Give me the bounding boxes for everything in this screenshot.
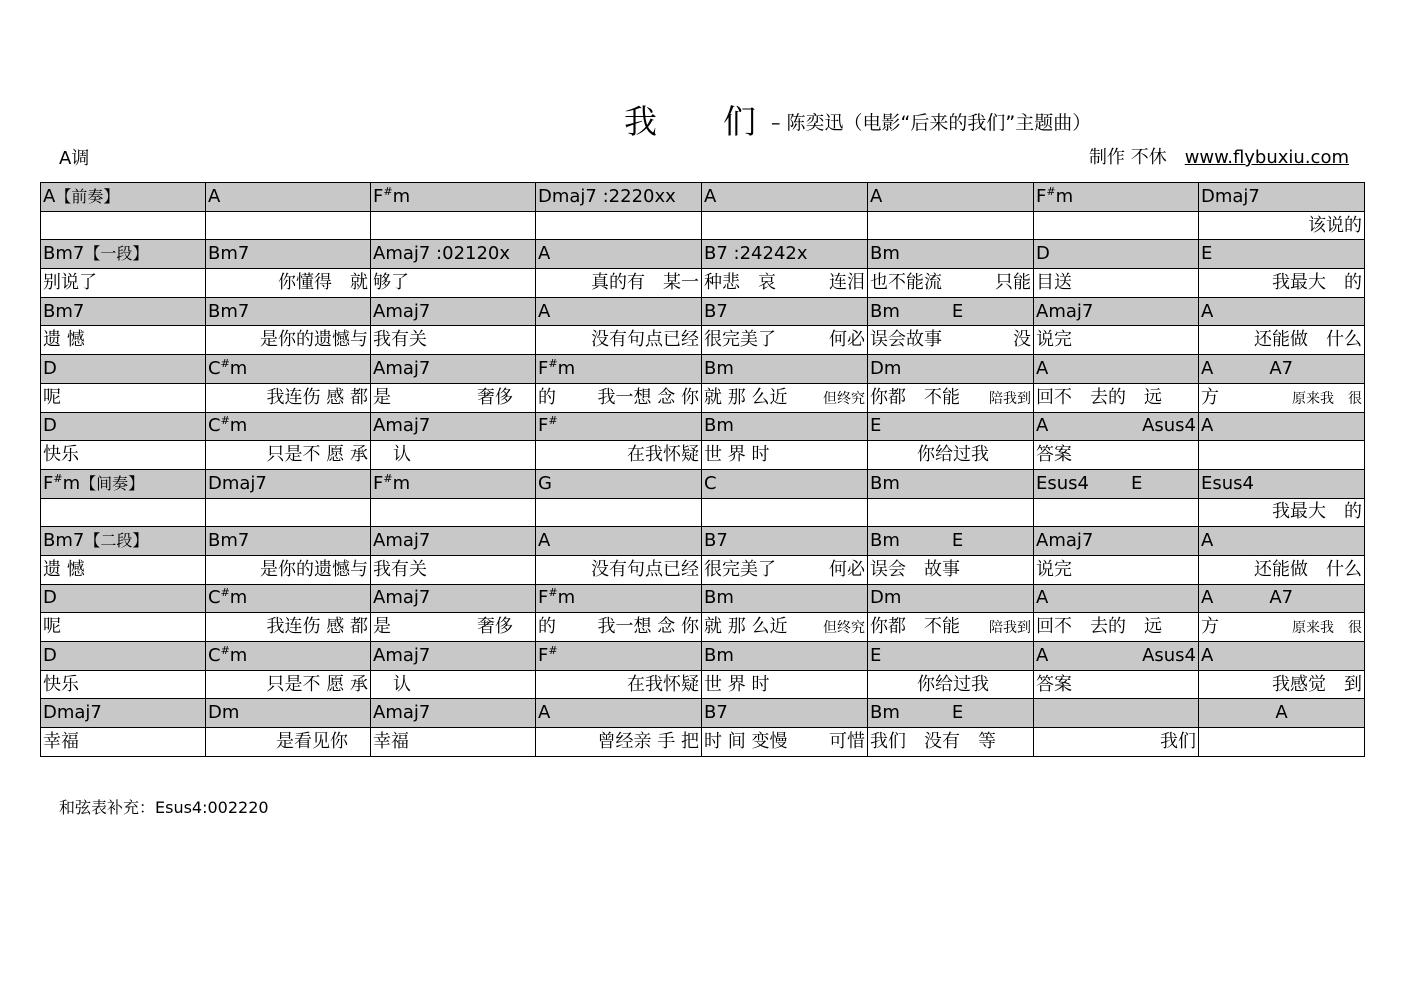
section-label: 【二段】	[84, 531, 149, 551]
chord-cell	[1199, 584, 1365, 613]
lyric-cell	[868, 613, 1034, 642]
chord-cell	[41, 240, 206, 269]
lyric-cell: 还能做 什么	[1199, 326, 1365, 355]
chord-cell: B7	[702, 527, 868, 556]
chord-suffix: m	[1055, 185, 1074, 207]
chord-cell: Bm7	[206, 297, 371, 326]
chord-cell: Amaj7	[371, 355, 536, 384]
chord-cell: A	[1199, 297, 1365, 326]
lyric-cell	[702, 326, 868, 355]
lyric-text: 就 那 么近	[704, 616, 788, 638]
lyric-text: 误会故事	[870, 329, 942, 351]
chord-cell	[1034, 469, 1199, 498]
chord-label: Bm	[870, 702, 900, 724]
chord-cell: Bm7	[206, 527, 371, 556]
chord-label: F	[538, 644, 549, 666]
lyric-cell	[868, 326, 1034, 355]
lyric-cell	[206, 211, 371, 240]
chord-cell: Amaj7	[371, 412, 536, 441]
lyric-row	[41, 441, 1365, 470]
chord-row	[41, 527, 1365, 556]
chord-cell: Bm	[868, 469, 1034, 498]
chord-cell: Bm7	[41, 297, 206, 326]
chord-label: A7	[1269, 587, 1294, 609]
lyric-text: 何必	[829, 329, 865, 351]
lyric-row	[41, 555, 1365, 584]
chord-cell	[1199, 355, 1365, 384]
chord-cell: Dm	[868, 584, 1034, 613]
lyric-cell: 答案	[1034, 441, 1199, 470]
sharp-sign: #	[1046, 184, 1056, 198]
chord-cell	[206, 355, 371, 384]
chord-label: Bm7	[43, 530, 85, 552]
lyric-cell: 是你的遗憾与	[206, 326, 371, 355]
lyric-cell: 是看见你	[206, 728, 371, 757]
lyric-cell: 在我怀疑	[536, 670, 702, 699]
lyric-text: 时 间 变慢	[704, 730, 788, 752]
chord-cell: A	[536, 527, 702, 556]
lyric-cell: 快乐	[41, 441, 206, 470]
chord-label: E	[951, 300, 964, 322]
sharp-sign: #	[220, 356, 230, 370]
lyric-cell	[371, 383, 536, 412]
lyric-cell	[702, 555, 868, 584]
chord-cell	[1034, 642, 1199, 671]
lyric-cell: 快乐	[41, 670, 206, 699]
lyric-cell	[702, 728, 868, 757]
chord-cell: Amaj7	[371, 297, 536, 326]
chord-cell	[206, 642, 371, 671]
lyric-text: 只能	[995, 271, 1031, 293]
lyric-cell: 遗 憾	[41, 326, 206, 355]
chord-cell: B7	[702, 297, 868, 326]
chord-label: F	[373, 185, 384, 207]
chord-cell	[371, 183, 536, 212]
chord-cell	[1034, 412, 1199, 441]
sharp-sign: #	[383, 471, 393, 485]
lyric-text: 是	[373, 386, 391, 408]
chord-row	[41, 183, 1365, 212]
chord-label: F	[43, 472, 54, 494]
lyric-cell	[702, 498, 868, 527]
section-label: 【前奏】	[55, 186, 120, 206]
chord-cell	[41, 183, 206, 212]
chord-cell: Amaj7	[371, 527, 536, 556]
lyric-cell	[702, 269, 868, 298]
chord-row	[41, 584, 1365, 613]
chord-label: A	[1036, 415, 1049, 437]
lyric-text: 连泪	[829, 271, 865, 293]
chord-cell	[41, 469, 206, 498]
chord-label: F	[538, 587, 549, 609]
lyric-text: 原来我 很	[1292, 390, 1362, 407]
chord-suffix: m	[229, 415, 248, 437]
lyric-cell	[1199, 613, 1365, 642]
chord-cell: A	[536, 240, 702, 269]
chord-cell: E	[1199, 240, 1365, 269]
chord-cell	[536, 584, 702, 613]
lyric-cell: 是你的遗憾与	[206, 555, 371, 584]
lyric-text: 奢侈	[477, 386, 513, 408]
chord-cell: Bm	[868, 240, 1034, 269]
lyric-text: 但终究	[823, 620, 865, 637]
lyric-text: 可惜	[829, 730, 865, 752]
song-subtitle: – 陈奕迅（电影“后来的我们”主题曲）	[771, 112, 1092, 134]
sharp-sign: #	[548, 643, 558, 657]
lyric-cell: 世 界 时	[702, 441, 868, 470]
lyric-cell: 回不 去的 远	[1034, 613, 1199, 642]
sharp-sign: #	[548, 586, 558, 600]
lyric-row	[41, 670, 1365, 699]
site-link[interactable]: www.flybuxiu.com	[1184, 147, 1349, 168]
chord-cell: D	[41, 355, 206, 384]
chord-cell: C	[702, 469, 868, 498]
credit	[1089, 143, 1349, 169]
lyric-cell: 没有句点已经	[536, 326, 702, 355]
chord-label: Asus4	[1142, 644, 1196, 666]
chord-label: Bm	[870, 300, 900, 322]
chord-cell: Amaj7	[371, 642, 536, 671]
lyric-cell: 我们 没有 等	[868, 728, 1034, 757]
chord-label: E	[951, 530, 964, 552]
lyric-cell: 你给过我	[868, 441, 1034, 470]
lyric-cell	[1034, 498, 1199, 527]
chord-cell: A	[536, 297, 702, 326]
chord-cell: Dm	[868, 355, 1034, 384]
lyric-text: 我一想 念 你	[597, 616, 699, 638]
lyric-cell	[41, 498, 206, 527]
sharp-sign: #	[53, 471, 63, 485]
lyric-cell: 你懂得 就	[206, 269, 371, 298]
chord-label: A	[1036, 644, 1049, 666]
lyric-cell: 认	[371, 441, 536, 470]
chord-cell: A	[868, 183, 1034, 212]
lyric-cell	[868, 498, 1034, 527]
chord-label: Bm7	[43, 243, 85, 265]
chord-cell	[206, 412, 371, 441]
section-label: 【间奏】	[80, 473, 145, 493]
chord-cell	[1034, 183, 1199, 212]
chord-cell: Dmaj7	[206, 469, 371, 498]
lyric-cell: 遗 憾	[41, 555, 206, 584]
sharp-sign: #	[548, 356, 558, 370]
lyric-text: 没	[1013, 329, 1031, 351]
chord-suffix: m	[229, 644, 248, 666]
lyric-cell: 我有关	[371, 555, 536, 584]
chord-suffix: m	[229, 357, 248, 379]
sharp-sign: #	[220, 586, 230, 600]
chord-label: C	[208, 415, 221, 437]
chord-label: F	[373, 472, 384, 494]
sharp-sign: #	[220, 414, 230, 428]
lyric-cell: 我有关	[371, 326, 536, 355]
lyric-text: 种悲 哀	[704, 271, 776, 293]
lyric-cell: 幸福	[371, 728, 536, 757]
lyric-cell: 够了	[371, 269, 536, 298]
lyric-row	[41, 613, 1365, 642]
lyric-cell: 我连伤 感 都	[206, 613, 371, 642]
chord-label: A7	[1269, 357, 1294, 379]
lyric-text: 奢侈	[477, 616, 513, 638]
chord-cell	[868, 527, 1034, 556]
lyric-cell: 你给过我	[868, 670, 1034, 699]
chord-cell: B7 :24242x	[702, 240, 868, 269]
chord-suffix: m	[392, 472, 411, 494]
chord-cell	[536, 355, 702, 384]
lyric-text: 你都 不能	[870, 386, 960, 408]
chord-suffix: m	[557, 587, 576, 609]
chord-cell	[536, 412, 702, 441]
chord-row	[41, 355, 1365, 384]
chord-cell: D	[41, 584, 206, 613]
lyric-cell: 我感觉 到	[1199, 670, 1365, 699]
chord-label: F	[538, 357, 549, 379]
chord-label: C	[208, 587, 221, 609]
chord-cell: Esus4	[1199, 469, 1365, 498]
chord-cell: Amaj7	[1034, 527, 1199, 556]
lyric-text: 方	[1201, 386, 1219, 408]
chord-cell: A	[1034, 355, 1199, 384]
lyric-text: 陪我到	[989, 620, 1031, 637]
lyric-cell: 别说了	[41, 269, 206, 298]
lyric-text: 很完美了	[704, 558, 776, 580]
chord-label: Bm	[870, 530, 900, 552]
chord-cell: Dmaj7 :2220xx	[536, 183, 702, 212]
lyric-cell	[1199, 728, 1365, 757]
chord-sheet-table	[40, 182, 1365, 757]
lyric-cell: 说完	[1034, 326, 1199, 355]
lyric-text: 你都 不能	[870, 616, 960, 638]
chord-cell: Bm	[702, 355, 868, 384]
chord-cell: A	[1199, 699, 1365, 728]
chord-row	[41, 699, 1365, 728]
chord-footnote: 和弦表补充：Esus4:002220	[59, 798, 269, 817]
chord-label: E	[951, 702, 964, 724]
chord-cell: Bm	[702, 412, 868, 441]
lyric-cell: 我最大 的	[1199, 269, 1365, 298]
lyric-text: 但终究	[823, 390, 865, 407]
sharp-sign: #	[383, 184, 393, 198]
chord-cell: E	[868, 642, 1034, 671]
chord-cell	[41, 527, 206, 556]
chord-cell: Bm	[702, 642, 868, 671]
chord-label: F	[1036, 185, 1047, 207]
lyric-cell: 我连伤 感 都	[206, 383, 371, 412]
lyric-cell: 没有句点已经	[536, 555, 702, 584]
lyric-row	[41, 383, 1365, 412]
lyric-cell	[371, 498, 536, 527]
lyric-cell: 呢	[41, 383, 206, 412]
lyric-cell: 我们	[1034, 728, 1199, 757]
chord-cell: Dmaj7	[41, 699, 206, 728]
chord-suffix: m	[392, 185, 411, 207]
lyric-cell: 只是不 愿 承	[206, 441, 371, 470]
chord-cell: Bm7	[206, 240, 371, 269]
lyric-row	[41, 728, 1365, 757]
chord-row	[41, 240, 1365, 269]
lyric-cell: 答案	[1034, 670, 1199, 699]
chord-cell: A	[206, 183, 371, 212]
chord-cell	[868, 297, 1034, 326]
lyric-row	[41, 498, 1365, 527]
lyric-cell	[702, 613, 868, 642]
chord-label: A	[43, 185, 56, 207]
credit-author: 制作 不休	[1088, 147, 1167, 168]
lyric-cell: 世 界 时	[702, 670, 868, 699]
lyric-cell	[536, 498, 702, 527]
song-key: A调	[59, 148, 90, 169]
lyric-text: 原来我 很	[1292, 620, 1362, 637]
lyric-text: 的	[538, 616, 556, 638]
chord-cell: D	[1034, 240, 1199, 269]
lyric-text: 也不能流	[870, 271, 942, 293]
chord-cell: A	[1199, 527, 1365, 556]
lyric-cell	[536, 383, 702, 412]
lyric-cell	[371, 211, 536, 240]
lyric-cell: 真的有 某一	[536, 269, 702, 298]
chord-suffix: m	[62, 472, 81, 494]
lyric-text: 陪我到	[989, 390, 1031, 407]
chord-label: C	[208, 357, 221, 379]
lyric-cell	[702, 211, 868, 240]
lyric-cell: 认	[371, 670, 536, 699]
chord-cell: A	[702, 183, 868, 212]
chord-cell: A	[1034, 584, 1199, 613]
chord-cell: Amaj7	[371, 584, 536, 613]
section-label: 【一段】	[84, 244, 149, 264]
lyric-text: 何必	[829, 558, 865, 580]
chord-row	[41, 297, 1365, 326]
lyric-cell	[868, 211, 1034, 240]
chord-label: E	[1131, 472, 1143, 494]
lyric-cell: 只是不 愿 承	[206, 670, 371, 699]
lyric-cell: 呢	[41, 613, 206, 642]
lyric-cell	[1199, 383, 1365, 412]
chord-cell: D	[41, 642, 206, 671]
lyric-text: 的	[538, 386, 556, 408]
lyric-row	[41, 269, 1365, 298]
lyric-cell	[371, 613, 536, 642]
sharp-sign: #	[220, 643, 230, 657]
lyric-text: 很完美了	[704, 329, 776, 351]
lyric-cell	[868, 383, 1034, 412]
chord-label: Esus4	[1036, 472, 1089, 494]
lyric-cell: 说完	[1034, 555, 1199, 584]
chord-cell	[868, 699, 1034, 728]
chord-label: C	[208, 644, 221, 666]
chord-suffix: m	[229, 587, 248, 609]
lyric-cell	[868, 269, 1034, 298]
song-title: 我们	[624, 102, 822, 141]
chord-cell: A	[1199, 642, 1365, 671]
lyric-cell: 在我怀疑	[536, 441, 702, 470]
lyric-cell: 幸福	[41, 728, 206, 757]
lyric-cell: 还能做 什么	[1199, 555, 1365, 584]
lyric-cell	[702, 383, 868, 412]
lyric-text: 方	[1201, 616, 1219, 638]
lyric-cell: 回不 去的 远	[1034, 383, 1199, 412]
title-area	[0, 96, 1403, 141]
lyric-cell: 目送	[1034, 269, 1199, 298]
chord-label: A	[1201, 357, 1214, 379]
lyric-cell	[1034, 211, 1199, 240]
lyric-cell: 曾经亲 手 把	[536, 728, 702, 757]
chord-label: Asus4	[1142, 415, 1196, 437]
chord-cell	[536, 642, 702, 671]
chord-cell: Bm	[702, 584, 868, 613]
lyric-cell: 该说的	[1199, 211, 1365, 240]
chord-row	[41, 642, 1365, 671]
chord-cell: B7	[702, 699, 868, 728]
lyric-cell	[206, 498, 371, 527]
chord-cell: A	[1199, 412, 1365, 441]
chord-cell: D	[41, 412, 206, 441]
lyric-cell	[536, 613, 702, 642]
chord-cell	[371, 469, 536, 498]
chord-cell: Amaj7	[1034, 297, 1199, 326]
chord-cell: G	[536, 469, 702, 498]
chord-cell: Dm	[206, 699, 371, 728]
chord-label: F	[538, 415, 549, 437]
lyric-cell: 我最大 的	[1199, 498, 1365, 527]
chord-cell: Amaj7	[371, 699, 536, 728]
chord-cell	[206, 584, 371, 613]
chord-cell: Amaj7 :02120x	[371, 240, 536, 269]
lyric-row	[41, 326, 1365, 355]
lyric-cell: 误会 故事	[868, 555, 1034, 584]
lyric-text: 就 那 么近	[704, 386, 788, 408]
lyric-text: 我一想 念 你	[597, 386, 699, 408]
lyric-cell	[41, 211, 206, 240]
chord-cell	[1034, 699, 1199, 728]
lyric-cell	[536, 211, 702, 240]
lyric-row	[41, 211, 1365, 240]
sharp-sign: #	[548, 414, 558, 428]
chord-row	[41, 412, 1365, 441]
chord-cell: A	[536, 699, 702, 728]
lyric-cell	[1199, 441, 1365, 470]
chord-suffix: m	[557, 357, 576, 379]
chord-label: A	[1201, 587, 1214, 609]
lyric-text: 是	[373, 616, 391, 638]
chord-row	[41, 469, 1365, 498]
chord-cell: Dmaj7	[1199, 183, 1365, 212]
chord-cell: E	[868, 412, 1034, 441]
